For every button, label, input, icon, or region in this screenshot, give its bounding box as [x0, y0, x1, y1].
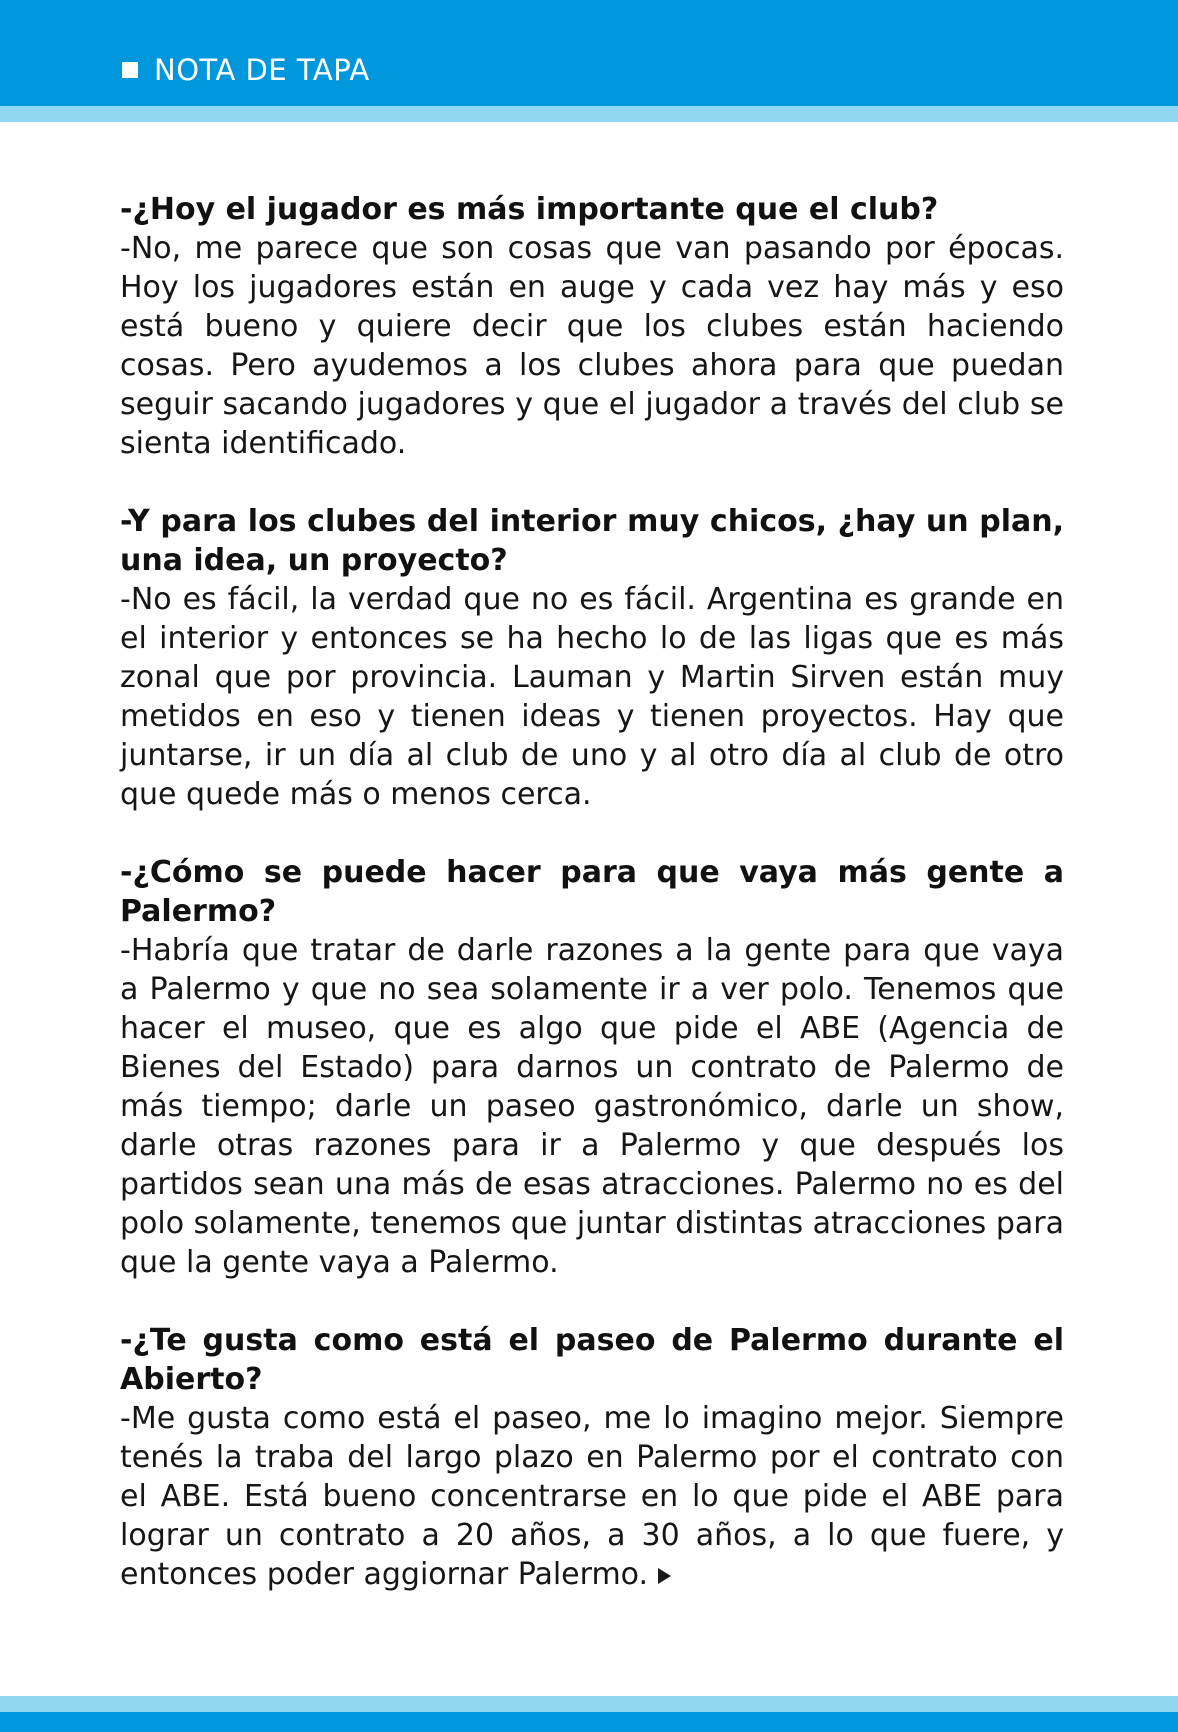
answer: -No, me parece que son cosas que van pasando por épocas. Hoy los jugadores están en auge y cada vez hay más y eso está bueno y quiere decir que los clubes están haciendo cosas. Pero ayudemos a los clubes ahora para que puedan seguir sacando jugadores y que el jugador a través del club se sienta identificado. — [120, 231, 1064, 461]
footer-stripe — [0, 1696, 1178, 1712]
square-bullet-icon — [122, 62, 138, 78]
answer: -No es fácil, la verdad que no es fácil. Argentina es grande en el interior y entonces se ha hecho lo de las ligas que es más zonal que por provincia. Lauman y Martin Sirven están muy metidos en eso y tienen ideas y tienen proyectos. Hay que juntarse, ir un día al club de uno y al otro día al club de otro que quede más o menos cerca. — [120, 582, 1064, 812]
question: -¿Cómo se puede hacer para que vaya más gente a Palermo? — [120, 855, 1064, 929]
qa-block — [120, 190, 1064, 463]
answer-last — [120, 1399, 1064, 1594]
qa-block — [120, 853, 1064, 1282]
question: -Y para los clubes del interior muy chicos, ¿hay un plan, una idea, un proyecto? — [120, 504, 1064, 578]
question: -¿Hoy el jugador es más importante que el club? — [120, 192, 939, 227]
answer-text: -Me gusta como está el paseo, me lo imagino mejor. Siempre tenés la traba del largo plazo en Palermo por el contrato con el ABE. Está bueno concentrarse en lo que pide el ABE para lograr un contrato a 20 años, a 30 años, a lo que fuere, y entonces poder aggiornar Palermo. — [120, 1401, 1064, 1592]
qa-block — [120, 1321, 1064, 1594]
section-label — [122, 52, 370, 88]
question: -¿Te gusta como está el paseo de Palermo durante el Abierto? — [120, 1323, 1064, 1397]
triangle-right-icon — [658, 1568, 671, 1584]
footer-bar — [0, 1712, 1178, 1732]
answer: -Habría que tratar de darle razones a la gente para que vaya a Palermo y que no sea solamente ir a ver polo. Tenemos que hacer el museo, que es algo que pide el ABE (Agencia de Bienes del Estado) para darnos un contrato de Palermo de más tiempo; darle un paseo gastronómico, darle un show, darle otras razones para ir a Palermo y que después los partidos sean una más de esas atracciones. Palermo no es del polo solamente, tenemos que juntar distintas atracciones para que la gente vaya a Palermo. — [120, 933, 1064, 1280]
section-label-text: NOTA DE TAPA — [154, 53, 370, 87]
header-stripe — [0, 106, 1178, 122]
header-bar — [0, 0, 1178, 106]
article-body — [120, 190, 1064, 1633]
qa-block — [120, 502, 1064, 814]
